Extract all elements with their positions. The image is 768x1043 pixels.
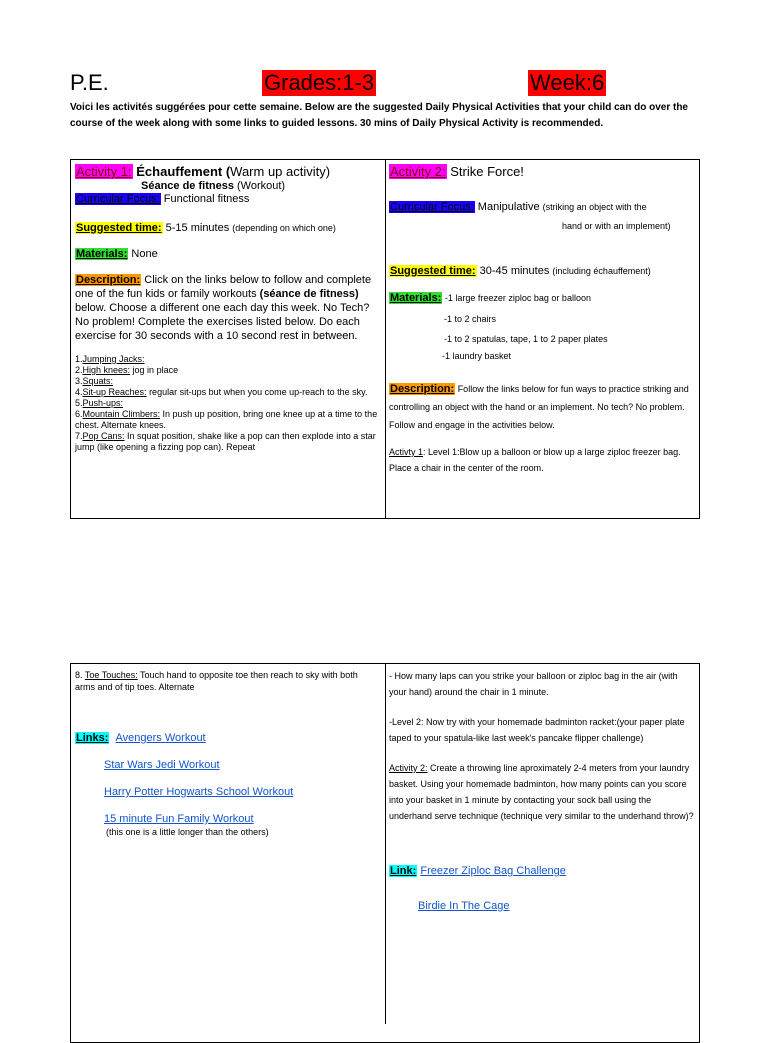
activity1-focus-label: Curricular Focus: [76,193,160,205]
activity2-cell [389,164,695,476]
activity1-materials-value: None [128,248,158,260]
activity1-title: Échauffement ( [136,164,231,179]
grades-badge: Grades:1-3 [264,70,375,95]
activity2-time-label: Suggested time: [390,265,476,277]
activity1-cell [75,164,380,453]
activity2-description [389,380,695,434]
activity2-focus-note1: (striking an object with the [542,202,647,212]
link-note: (this one is a little longer than the others) [106,827,269,837]
list-item [75,398,380,409]
exercise-num: 8. [75,670,85,680]
activity1-description [75,273,380,343]
activity2-focus-label: Curricular Focus: [390,201,474,213]
exercise-list [75,354,380,453]
exercise-text: jog in place [130,365,179,375]
activity2-label: Activity 2: [390,164,446,179]
activity1-subtitle-rest: (Workout) [233,180,286,192]
exercise-name: Squats: [82,376,114,386]
activity2-title: Strike Force! [446,164,524,179]
exercise-text: In push up position, bring one knee up at a time to the chest. Alternate knees. [75,409,378,430]
link-family-workout[interactable]: 15 minute Fun Family Workout [104,813,254,825]
list-item [75,387,380,398]
links-label: Links: [76,732,109,744]
exercise-text: Touch hand to opposite toe then reach to sky with both arms and of tip toes. Alternate [75,670,358,692]
activity2-act1-text: : Level 1:Blow up a balloon or blow up a large ziploc freezer bag. Place a chair in the center of the room. [389,447,681,473]
link-avengers-workout[interactable]: Avengers Workout [115,732,206,744]
exercise-num: 2. [75,365,83,375]
exercise-text: In squat position, shake like a pop can then explode into a star jump (like opening a fizzing pop can). Repeat [75,431,376,452]
activity2-desc-text: Follow the links below for fun ways to practice striking and controlling an object with the hand or an implement. No tech? No problem. Follow and engage in the activities below. [389,384,689,430]
activity1-subtitle: Séance de fitness [141,180,234,192]
activity2-desc-label: Description: [390,383,455,395]
material-item: -1 to 2 spatulas, tape, 1 to 2 paper plates [444,334,608,344]
link-birdie-in-cage[interactable]: Birdie In The Cage [418,900,510,912]
activity2-act1 [389,444,695,476]
activity1-desc-a: Click on the links below to follow and complete one of the fun kids or family workouts [75,274,372,300]
list-item [75,409,380,431]
exercise-name: Jumping Jacks: [82,354,145,364]
list-item [75,365,380,376]
level2-text: -Level 2: Now try with your homemade badminton racket:(your paper plate taped to your spatula-like last week's pancake flipper challenge) [389,717,685,743]
activity1-label: Activity 1: [76,164,132,179]
table-divider [385,159,386,519]
exercise-num: 5. [75,398,83,408]
exercise-num: 4. [75,387,83,397]
activity1-title-sub: Warm up activity) [230,164,331,179]
exercise-num: 3. [75,376,83,386]
activity1-time-note: (depending on which one) [232,223,336,233]
level1-laps-text: - How many laps can you strike your balloon or ziploc bag in the air (with your hand) around the chair in 1 minute. [389,671,678,697]
activity2-throw-label: Activity 2: [389,763,428,773]
exercise-num: 6. [75,409,83,419]
link-harry-potter-workout[interactable]: Harry Potter Hogwarts School Workout [104,786,294,798]
list-item [75,354,380,365]
activity2-throw-text: Create a throwing line aproximately 2-4 meters from your laundry basket. Using your homemade badminton, how many points can you score into your basket in 1 minute by contacting your sock ball using the underhand serve technique (technique very similar to the underhand throw)? [389,763,694,821]
exercise-text: regular sit-ups but when you come up-reach to the sky. [146,387,368,397]
link-label: Link: [390,865,417,877]
exercise-name: Toe Touches: [84,670,138,680]
material-item: -1 large freezer ziploc bag or balloon [444,293,591,303]
exercise-name: Push-ups: [82,398,124,408]
exercise-name: Mountain Climbers: [82,409,161,419]
activity1-focus-value: Functional fitness [160,193,250,205]
activity2-time-value: 30-45 minutes [476,265,553,277]
activity2-materials-label: Materials: [390,292,442,304]
exercise-name: High knees: [82,365,131,375]
activity2-focus-note2: hand or with an implement) [562,221,671,231]
list-item [75,431,380,453]
toe-touches [75,669,380,693]
intro-text: Voici les activités suggérées pour cette semaine. Below are the suggested Daily Physical Activities that your child can do over the course of the week along with some links to guided lessons. 30 mins of Daily Physical Activity is recommended. [70,102,688,129]
material-item: -1 to 2 chairs [444,314,497,324]
link-star-wars-workout[interactable]: Star Wars Jedi Workout [104,759,220,771]
activity1-materials-label: Materials: [76,248,128,260]
activity1-desc-label: Description: [76,274,141,286]
activity1-desc-c: below. Choose a different one each day this week. No Tech? No problem! Complete the exercises listed below. Do each exercise for 30 seconds with a 10 second rest in between. [75,302,370,342]
exercise-name: Pop Cans: [82,431,125,441]
activity1-time-label: Suggested time: [76,222,162,234]
link-ziploc-challenge[interactable]: Freezer Ziploc Bag Challenge [420,865,566,877]
exercise-name: Sit-up Reaches: [82,387,147,397]
bottom-left-cell [75,669,380,838]
bottom-table-divider [385,663,386,1024]
activity2-throwing [389,760,695,824]
list-item [75,376,380,387]
exercise-num: 1. [75,354,83,364]
activity2-act1-label: Activty 1 [389,447,424,457]
activity2-focus-value: Manipulative [474,201,543,213]
activity1-time-value: 5-15 minutes [162,222,233,234]
bottom-right-cell [389,668,695,913]
week-badge: Week:6 [530,70,605,95]
page-title: P.E. [70,70,109,95]
material-item: -1 laundry basket [442,351,512,361]
activity1-desc-b: (séance de fitness) [259,288,359,300]
exercise-num: 7. [75,431,83,441]
activity2-time-note: (including échauffement) [552,266,651,276]
